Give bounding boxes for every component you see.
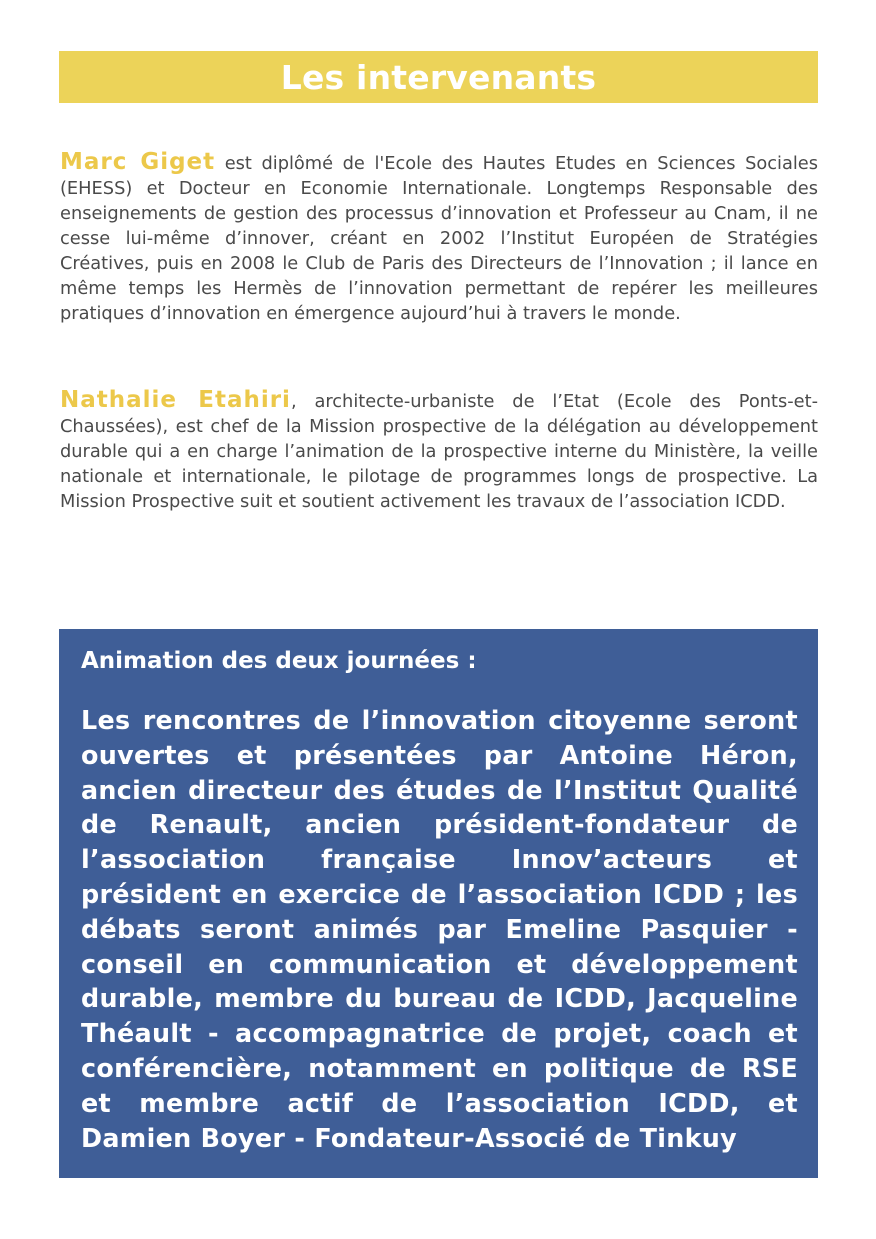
speaker-bio-1 (60, 150, 818, 326)
animation-heading: Animation des deux journées : (81, 648, 477, 674)
animation-box (59, 629, 818, 1178)
page-title: Les intervenants (280, 57, 597, 97)
speaker-name-1: Marc Giget (60, 149, 216, 175)
speaker-name-2: Nathalie Etahiri (60, 387, 291, 413)
speaker-bio-2 (60, 388, 818, 514)
speaker-text-2: , architecte-urbaniste de l’Etat (Ecole des Ponts-et-Chaussées), est chef de la Mission prospective de la délégation au développement durable qui a en charge l’animation de la prospective interne du Ministère, la veille nationale et internationale, le pilotage de programmes longs de prospective. La Mission Prospective suit et soutient activement les travaux de l’association ICDD. (60, 391, 818, 512)
title-banner (59, 51, 818, 103)
speaker-text-1: est diplômé de l'Ecole des Hautes Etudes en Sciences Sociales (EHESS) et Docteur en Economie Internationale. Longtemps Responsable des enseignements de gestion des processus d’innovation et Professeur au Cnam, il ne cesse lui-même d’innover, créant en 2002 l’Institut Européen de Stratégies Créatives, puis en 2008 le Club de Paris des Directeurs de l’Innovation ; il lance en même temps les Hermès de l’innovation permettant de repérer les meilleures pratiques d’innovation en émergence aujourd’hui à travers le monde. (60, 153, 818, 324)
animation-body: Les rencontres de l’innovation citoyenne seront ouvertes et présentées par Antoine Héron, ancien directeur des études de l’Institut Qualité de Renault, ancien président-fondateur de l’association française Innov’acteurs et président en exercice de l’association ICDD ; les débats seront animés par Emeline Pasquier - conseil en communication et développement durable, membre du bureau de ICDD, Jacqueline Théault - accompagnatrice de projet, coach et conférencière, notamment en politique de RSE et membre actif de l’association ICDD, et Damien Boyer - Fondateur-Associé de Tinkuy (81, 705, 798, 1153)
